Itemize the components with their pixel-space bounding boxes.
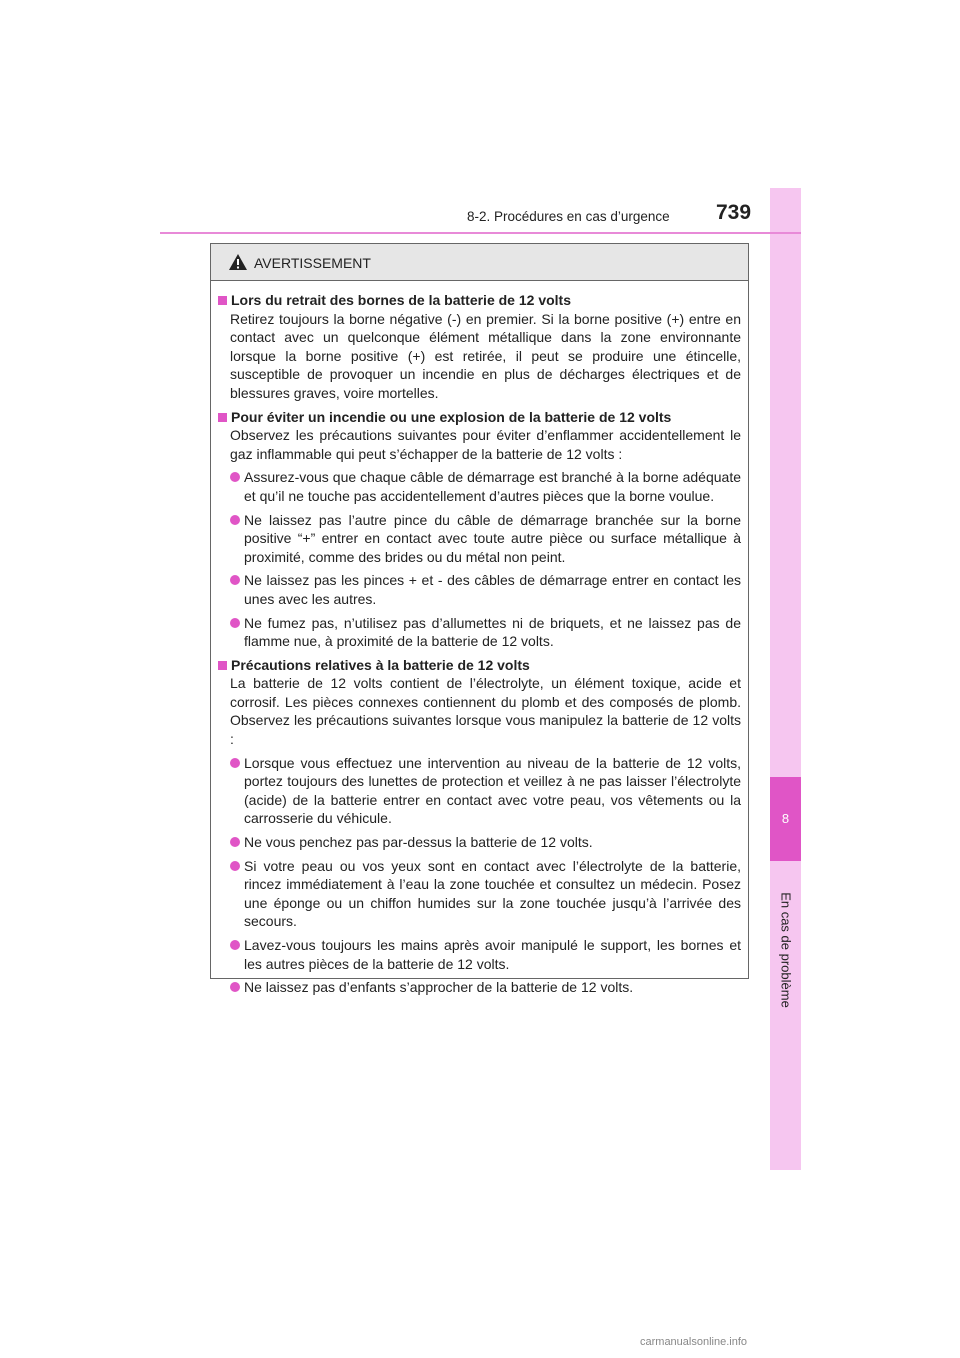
page-number: 739 (716, 201, 752, 224)
warning-section (218, 408, 741, 651)
bullet-item (218, 936, 741, 973)
bullet-text: Ne laissez pas l’autre pince du câble de démarrage branchée sur la borne positive “+” entrer en contact avec toute autre pièce ou surface métallique à proximité, comme des brides ou du métal non peint. (244, 511, 741, 565)
circle-bullet-icon (230, 837, 240, 847)
circle-bullet-icon (230, 515, 240, 525)
bullet-item (218, 511, 741, 567)
section-paragraph: La batterie de 12 volts contient de l’électrolyte, un élément toxique, acide et corrosif. Les pièces connexes contiennent du plomb et des composés de plomb. Observez les précautions suivantes lorsque vous manipulez la batterie de 12 volts : (230, 675, 741, 748)
chapter-side-tab (770, 188, 801, 1170)
bullet-item (218, 833, 741, 852)
bullet-text: Ne vous penchez pas par-dessus la batterie de 12 volts. (244, 834, 593, 851)
bullet-text: Ne laissez pas d’enfants s’approcher de la batterie de 12 volts. (244, 979, 634, 996)
bullet-item (218, 571, 741, 608)
warning-section (218, 291, 741, 403)
bullet-text: Ne fumez pas, n’utilisez pas d’allumettes ni de briquets, et ne laissez pas de flamme nue, à proximité de la batterie de 12 volts. (244, 614, 741, 650)
circle-bullet-icon (230, 575, 240, 585)
circle-bullet-icon (230, 982, 240, 992)
warning-section (218, 656, 741, 997)
circle-bullet-icon (230, 940, 240, 950)
section-title: 8-2. Procédures en cas d’urgence (467, 209, 670, 224)
section-heading (218, 408, 741, 427)
section-heading (218, 291, 741, 310)
bullet-text: Lavez-vous toujours les mains après avoir manipulé le support, les bornes et les autres pièces de la batterie de 12 volts. (244, 937, 741, 972)
warning-title: AVERTISSEMENT (254, 255, 371, 271)
square-bullet-icon (218, 413, 227, 422)
circle-bullet-icon (230, 861, 240, 871)
bullet-text: Assurez-vous que chaque câble de démarrage est branché à la borne adéquate et qu’il ne touche pas accidentellement d’autres pièces que la borne voulue. (244, 469, 741, 504)
warning-body (211, 281, 748, 997)
circle-bullet-icon (230, 758, 240, 768)
bullet-text: Si votre peau ou vos yeux sont en contact avec l’électrolyte de la batterie, rincez immédiatement à l’eau la zone touchée et consultez un médecin. Posez une éponge ou un chiffon humides sur la zone touchée jusqu’à l’arrivée des secours. (244, 857, 741, 930)
section-heading-text: Pour éviter un incendie ou une explosion de la batterie de 12 volts (231, 408, 672, 425)
bullet-item (218, 468, 741, 505)
bullet-item (218, 754, 741, 828)
warning-box (210, 243, 749, 996)
bullet-text: Lorsque vous effectuez une intervention au niveau de la batterie de 12 volts, portez toujours des lunettes de protection et veillez à ne pas laisser l’électrolyte (acide) de la batterie entrer en contact avec votre peau, vos vêtements ou la carrosserie du véhicule. (244, 754, 741, 827)
section-paragraph: Observez les précautions suivantes pour éviter d’enflammer accidentellement le gaz inflammable qui peut s’échapper de la batterie de 12 volts : (230, 427, 741, 462)
warning-header (211, 244, 748, 281)
section-heading-text: Lors du retrait des bornes de la batterie de 12 volts (231, 292, 571, 308)
section-paragraph: Retirez toujours la borne négative (-) en premier. Si la borne positive (+) entre en contact avec un quelconque élément métallique dans la zone environnante lorsque la borne positive (+) est retirée, il peut se produire une étincelle, susceptible de provoquer un incendie en plus de décharges électriques et de blessures graves, voire mortelles. (230, 310, 741, 401)
square-bullet-icon (218, 661, 227, 670)
chapter-label: En cas de problème (778, 892, 794, 1008)
watermark: carmanualsonline.info (640, 1336, 748, 1348)
section-heading-text: Précautions relatives à la batterie de 12 volts (231, 656, 530, 673)
bullet-item (218, 857, 741, 931)
chapter-number-tab: 8 (770, 777, 801, 861)
square-bullet-icon (218, 296, 227, 305)
bullet-text: Ne laissez pas les pinces + et - des câbles de démarrage entrer en contact les unes avec les autres. (244, 572, 741, 607)
header-divider (160, 232, 801, 234)
bullet-item (218, 978, 741, 997)
bullet-item (218, 614, 741, 651)
section-heading (218, 656, 741, 675)
warning-triangle-icon (228, 253, 248, 271)
circle-bullet-icon (230, 618, 240, 628)
circle-bullet-icon (230, 472, 240, 482)
